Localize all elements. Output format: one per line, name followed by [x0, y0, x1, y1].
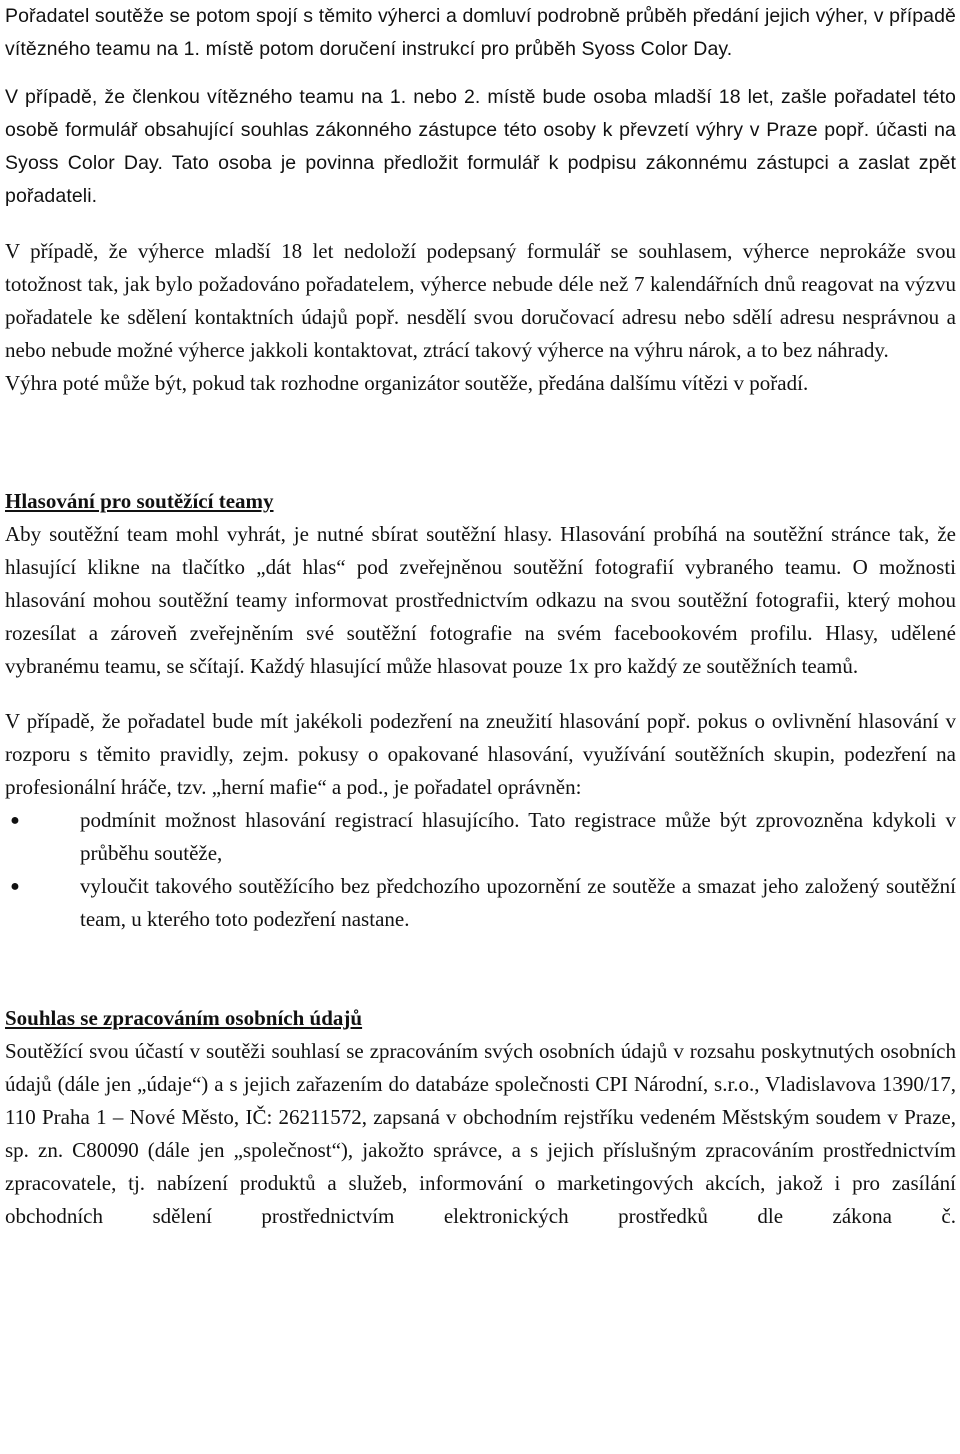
paragraph-voting-body: Aby soutěžní team mohl vyhrát, je nutné sbírat soutěžní hlasy. Hlasování probíhá na soutěžní stránce tak, že hlasující klikne na tlačítko „dát hlas“ pod zveřejněnou soutěžní fotografií vybraného teamu. O možnosti hlasování mohou soutěžní teamy informovat prostřednictvím odkazu na svou soutěžní fotografii, který mohou rozesílat a zároveň zveřejněním své soutěžní fotografie na svém facebookovém profilu. Hlasy, udělené vybranému teamu, se sčítají. Každý hlasující může hlasovat pouze 1x pro každý ze soutěžních teamů. — [5, 522, 956, 678]
paragraph-minor-member: V případě, že členkou vítězného teamu na 1. nebo 2. místě bude osoba mladší 18 let, zašle pořadatel této osobě formulář obsahující souhlas zákonného zástupce této osoby k převzetí výhry v Praze popř. účasti na Syoss Color Day. Tato osoba je povinna předložit formulář k podpisu zákonnému zástupci a zaslat zpět pořadateli. — [5, 86, 956, 207]
section-heading-voting: Hlasování pro soutěžící teamy — [5, 489, 274, 513]
bullet-icon: ● — [10, 878, 20, 895]
list-item-text: podmínit možnost hlasování registrací hlasujícího. Tato registrace může být zprovozněna kdykoli v průběhu soutěže, — [80, 808, 956, 865]
paragraph-privacy-body: Soutěžící svou účastí v soutěži souhlasí se zpracováním svých osobních údajů v rozsahu poskytnutých osobních údajů (dále jen „údaje“) a s jejich zařazením do databáze společnosti CPI Národní, s.r.o., Vladislavova 1390/17, 110 Praha 1 – Nové Město, IČ: 26211572, zapsaná v obchodním rejstříku vedeném Městským soudem v Praze, sp. zn. C80090 (dále jen „společnost“), jakožto správce, a s jejich příslušným zpracováním prostřednictvím zpracovatele, tj. nabízení produktů a služeb, informování o marketingových akcích, jakož i pro zasílání obchodních sdělení prostřednictvím elektronických prostředků dle zákona č. — [5, 1039, 956, 1228]
list-item-text: vyloučit takového soutěžícího bez předchozího upozornění ze soutěže a smazat jeho založený soutěžní team, u kterého toto podezření nastane. — [80, 874, 956, 931]
list-item — [5, 804, 956, 870]
paragraph-prize-next: Výhra poté může být, pokud tak rozhodne organizátor soutěže, předána dalšímu vítězi v pořadí. — [5, 371, 809, 395]
section-heading-privacy: Souhlas se zpracováním osobních údajů — [5, 1006, 363, 1030]
bullet-icon: ● — [10, 812, 20, 829]
paragraph-voting-abuse: V případě, že pořadatel bude mít jakékoli podezření na zneužití hlasování popř. pokus o ovlivnění hlasování v rozporu s těmito pravidly, zejm. pokusy o opakované hlasování, využívání soutěžních skupin, podezření na profesionální hráče, tzv. „herní mafie“ a pod., je pořadatel oprávněn: — [5, 709, 956, 799]
bullet-list — [5, 804, 956, 936]
list-item — [5, 870, 956, 936]
paragraph-winner-contact: Pořadatel soutěže se potom spojí s těmito výherci a domluví podrobně průběh předání jejich výher, v případě vítězného teamu na 1. místě potom doručení instrukcí pro průběh Syoss Color Day. — [5, 5, 956, 60]
paragraph-minor-no-form: V případě, že výherce mladší 18 let nedoloží podepsaný formulář se souhlasem, výherce neprokáže svou totožnost tak, jak bylo požadováno pořadatelem, výherce nebude déle než 7 kalendářních dnů reagovat na výzvu pořadatele ke sdělení kontaktních údajů popř. nesdělí svou doručovací adresu nebo sdělí adresu nesprávnou a nebo nebude možné výherce jakkoli kontaktovat, ztrácí takový výherce na výhru nárok, a to bez náhrady. — [5, 239, 956, 362]
